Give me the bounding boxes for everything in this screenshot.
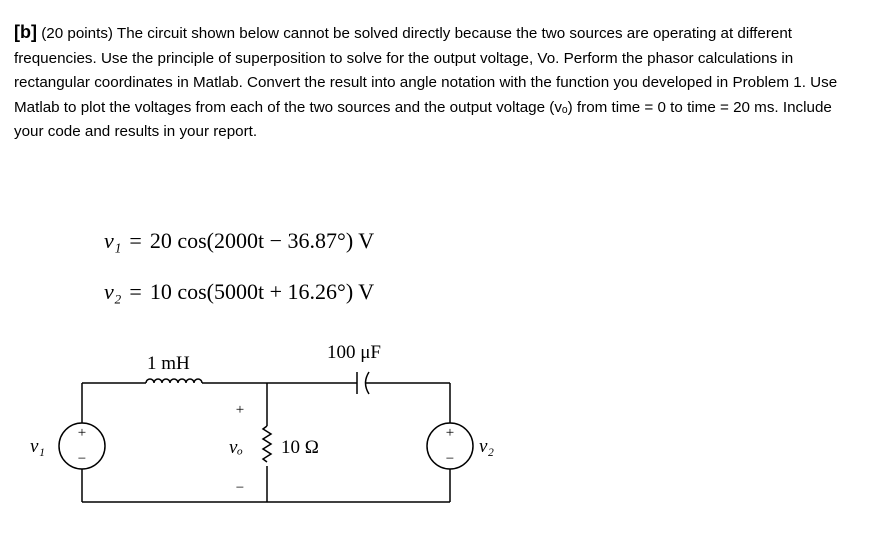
source-v1-plus: + — [77, 425, 87, 441]
source-v1-label: v₁ — [30, 436, 46, 457]
equation-v1 — [104, 228, 374, 254]
source-v1-minus: − — [77, 451, 87, 467]
equation-v2-rhs: 10 cos(5000t + 16.26°) V — [149, 279, 375, 304]
capacitor-label: 100 μF — [327, 342, 382, 363]
equation-v2-equals: = — [129, 279, 142, 304]
problem-text: (20 points) The circuit shown below cannot be solved directly because the two sources are operating at different frequencies. Use the principle of superposition to solve for the output voltage, Vo. Perform the phasor calculations in rectangular coordinates in Matlab. Convert the result into angle notation with the function you developed in Problem 1. Use Matlab to plot the voltages from each of the two sources and the output voltage (vₒ) from time = 0 to time = 20 ms. Include your code and results in your report. — [14, 25, 838, 141]
problem-label: [b] — [14, 22, 37, 42]
resistor-label: 10 Ω — [281, 437, 319, 458]
inductor-label: 1 mH — [147, 353, 190, 374]
inductor-coil — [146, 379, 202, 383]
output-voltage-label: vₒ — [229, 437, 243, 458]
equation-v2 — [104, 279, 374, 305]
source-v2-minus: − — [445, 451, 455, 467]
equation-v1-equals: = — [129, 228, 142, 253]
equation-v1-rhs: 20 cos(2000t − 36.87°) V — [149, 228, 375, 253]
resistor-zigzag — [263, 426, 271, 462]
problem-statement — [14, 20, 864, 145]
source-v2-plus: + — [445, 425, 455, 441]
source-v2-label: v₂ — [479, 436, 495, 457]
output-plus: + — [235, 402, 245, 418]
output-minus: − — [235, 480, 245, 496]
equation-v1-lhs: v₁ — [104, 228, 122, 253]
circuit-diagram — [0, 330, 876, 536]
equation-v2-lhs: v₂ — [104, 279, 122, 304]
